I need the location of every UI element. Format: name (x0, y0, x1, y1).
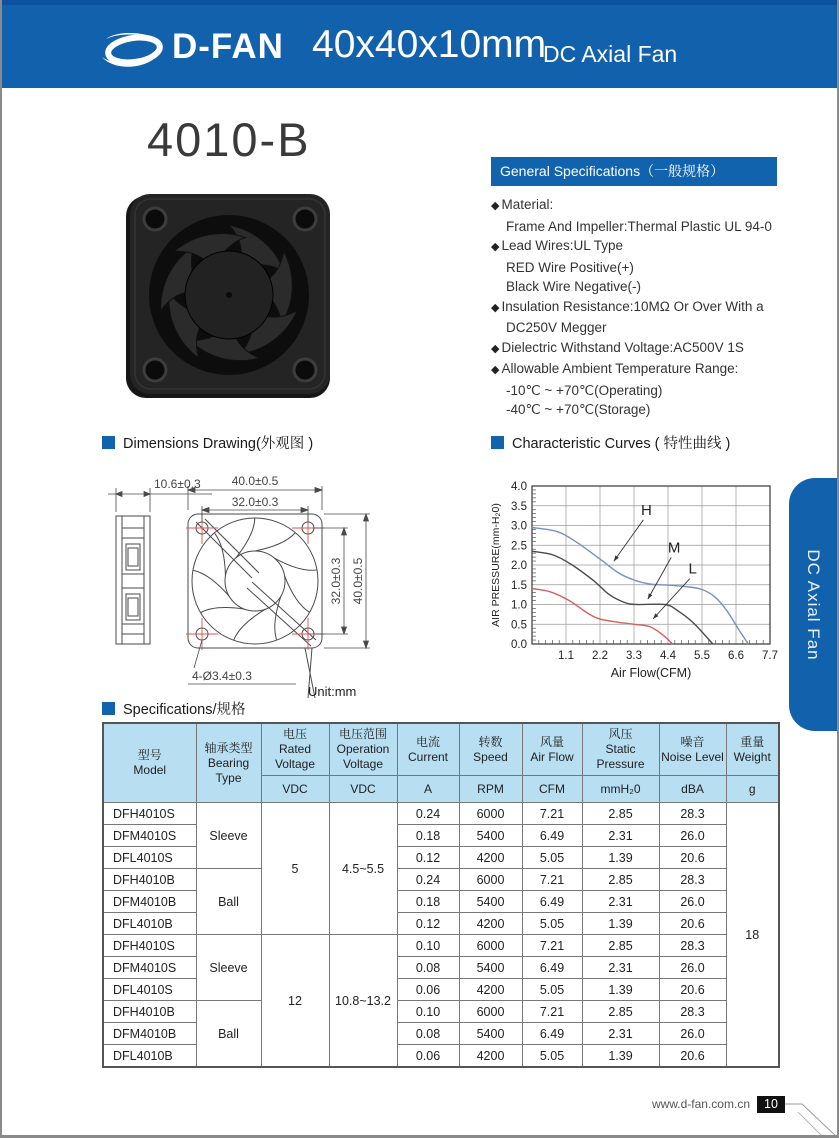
spec-line (491, 195, 781, 217)
section-dimensions (102, 432, 313, 453)
speed-cell: 5400 (459, 957, 522, 979)
noise-cell: 20.6 (659, 847, 726, 869)
spec-line-text: Material: (501, 197, 554, 212)
column-unit: RPM (459, 776, 522, 803)
noise-cell: 26.0 (659, 825, 726, 847)
product-size-title: 40x40x10mm (312, 23, 547, 66)
spec-line (491, 236, 781, 258)
diamond-bullet-icon: ◆ (491, 364, 500, 376)
side-tab-dc-axial-fan (789, 478, 837, 731)
airflow-cell: 6.49 (522, 891, 582, 913)
spec-line-text: -10℃ ~ +70℃(Operating) (506, 382, 663, 398)
noise-cell: 20.6 (659, 1045, 726, 1068)
column-unit: CFM (522, 776, 582, 803)
static-pressure-cell: 2.31 (582, 825, 659, 847)
spec-line-text: -40℃ ~ +70℃(Storage) (506, 402, 651, 417)
column-unit: VDC (261, 776, 329, 803)
spec-line (491, 258, 781, 278)
spec-line (491, 318, 781, 338)
noise-cell: 26.0 (659, 957, 726, 979)
characteristic-curves-chart (488, 474, 784, 690)
current-cell: 0.24 (397, 803, 459, 825)
section-bullet-icon (102, 436, 115, 449)
x-tick-label: 1.1 (558, 650, 574, 662)
section-title: Dimensions Drawing(外观图 ) (123, 436, 314, 452)
column-header: 型号 Model (103, 723, 196, 803)
noise-cell: 20.6 (659, 913, 726, 935)
y-tick-label: 3.5 (511, 500, 527, 513)
column-header: 转数 Speed (459, 723, 522, 776)
speed-cell: 4200 (459, 979, 522, 1001)
speed-cell: 4200 (459, 1045, 522, 1068)
general-specs-title: General Specifications（一般规格） (491, 157, 777, 186)
airflow-cell: 7.21 (522, 1001, 582, 1023)
section-curves (491, 432, 730, 453)
model-cell: DFH4010S (103, 803, 196, 825)
noise-cell: 26.0 (659, 891, 726, 913)
dim-holes: 4-Ø3.4±0.3 (192, 669, 252, 683)
diamond-bullet-icon: ◆ (491, 301, 500, 314)
y-axis-label: AIR PRESSURE(mm-H₂0) (490, 503, 502, 627)
x-tick-label: 6.6 (728, 650, 744, 662)
speed-cell: 5400 (459, 825, 522, 847)
speed-cell: 5400 (459, 1023, 522, 1045)
spec-line-text: RED Wire Positive(+) (506, 259, 634, 275)
current-cell: 0.06 (397, 979, 459, 1001)
y-tick-label: 3.0 (511, 520, 527, 533)
static-pressure-cell: 1.39 (582, 979, 659, 1001)
bearing-type-cell: Sleeve (196, 935, 261, 1001)
airflow-cell: 5.05 (522, 979, 582, 1001)
static-pressure-cell: 1.39 (582, 1045, 659, 1068)
dfan-logo-icon (96, 29, 170, 71)
x-axis-label: Air Flow(CFM) (610, 666, 692, 680)
diamond-bullet-icon: ◆ (491, 241, 500, 253)
spec-line-text: Insulation Resistance:10MΩ Or Over With a (501, 298, 764, 314)
general-specs-list (491, 195, 781, 420)
noise-cell: 28.3 (659, 803, 726, 825)
x-tick-label: 7.7 (762, 650, 778, 662)
static-pressure-cell: 2.85 (582, 1001, 659, 1023)
airflow-cell: 5.05 (522, 847, 582, 869)
diamond-bullet-icon: ◆ (491, 342, 500, 355)
table-row (103, 935, 779, 957)
rated-voltage-cell: 12 (261, 935, 329, 1068)
x-tick-label: 4.4 (660, 650, 676, 662)
noise-cell: 28.3 (659, 935, 726, 957)
section-title: Specifications/规格 (123, 702, 246, 718)
header-banner (0, 0, 839, 88)
spec-line (491, 217, 781, 237)
airflow-cell: 7.21 (522, 935, 582, 957)
column-header: 重量 Weight (726, 723, 779, 776)
column-unit: VDC (329, 776, 397, 803)
static-pressure-cell: 2.85 (582, 869, 659, 891)
column-unit: dBA (659, 776, 726, 803)
operation-voltage-cell: 10.8~13.2 (329, 935, 397, 1068)
section-title: Characteristic Curves ( 特性曲线 ) (512, 436, 731, 452)
speed-cell: 6000 (459, 1001, 522, 1023)
spec-line-text: Frame And Impeller:Thermal Plastic UL 94-0 (506, 218, 772, 234)
column-header: 电流 Current (397, 723, 459, 776)
static-pressure-cell: 1.39 (582, 913, 659, 935)
current-cell: 0.24 (397, 869, 459, 891)
current-cell: 0.10 (397, 1001, 459, 1023)
noise-cell: 28.3 (659, 869, 726, 891)
fan-photo (125, 192, 332, 399)
spec-line (491, 338, 781, 360)
model-cell: DFH4010S (103, 935, 196, 957)
unit-label: Unit:mm (308, 684, 357, 699)
static-pressure-cell: 2.85 (582, 803, 659, 825)
speed-cell: 4200 (459, 913, 522, 935)
side-tab-label: DC Axial Fan (804, 548, 823, 661)
column-unit: A (397, 776, 459, 803)
airflow-cell: 5.05 (522, 913, 582, 935)
series-label-H: H (640, 501, 652, 519)
column-header: 电压范围 Operation Voltage (329, 723, 397, 776)
dim-hole-pitch-w: 32.0±0.3 (231, 495, 279, 509)
current-cell: 0.12 (397, 913, 459, 935)
curve-L (532, 589, 673, 644)
table-row (103, 869, 779, 891)
dim-hole-pitch-h: 32.0±0.3 (329, 557, 343, 605)
column-header: 轴承类型 Bearing Type (196, 723, 261, 803)
brand-name: D-FAN (172, 27, 284, 66)
diamond-bullet-icon: ◆ (491, 200, 500, 212)
model-cell: DFM4010S (103, 957, 196, 979)
static-pressure-cell: 1.39 (582, 847, 659, 869)
noise-cell: 28.3 (659, 1001, 726, 1023)
bearing-type-cell: Sleeve (196, 803, 261, 869)
static-pressure-cell: 2.31 (582, 957, 659, 979)
spec-line-text: Black Wire Negative(-) (506, 279, 642, 294)
static-pressure-cell: 2.85 (582, 935, 659, 957)
model-cell: DFL4010B (103, 1045, 196, 1068)
spec-line-text: Dielectric Withstand Voltage:AC500V 1S (501, 339, 744, 355)
section-bullet-icon (491, 436, 504, 449)
bearing-type-cell: Ball (196, 1001, 261, 1068)
speed-cell: 4200 (459, 847, 522, 869)
column-header: 风量 Air Flow (522, 723, 582, 776)
model-cell: DFH4010B (103, 869, 196, 891)
y-tick-label: 0.0 (511, 639, 527, 651)
current-cell: 0.10 (397, 935, 459, 957)
model-cell: DFH4010B (103, 1001, 196, 1023)
speed-cell: 5400 (459, 891, 522, 913)
airflow-cell: 7.21 (522, 869, 582, 891)
corner-decoration (781, 1098, 839, 1138)
model-cell: DFL4010S (103, 847, 196, 869)
spec-line (491, 277, 781, 297)
current-cell: 0.18 (397, 891, 459, 913)
airflow-cell: 7.21 (522, 803, 582, 825)
column-header: 电压 Rated Voltage (261, 723, 329, 776)
speed-cell: 6000 (459, 935, 522, 957)
dim-thickness: 10.6±0.3 (154, 477, 201, 491)
column-header: 噪音 Noise Level (659, 723, 726, 776)
x-tick-label: 2.2 (592, 650, 608, 662)
series-label-L: L (688, 560, 697, 578)
model-cell: DFM4010B (103, 891, 196, 913)
spec-line-text: Allowable Ambient Temperature Range: (501, 361, 739, 376)
y-tick-label: 0.5 (511, 619, 527, 632)
x-tick-label: 5.5 (694, 650, 710, 662)
current-cell: 0.18 (397, 825, 459, 847)
y-tick-label: 2.5 (511, 540, 527, 553)
spec-line (491, 381, 781, 401)
model-cell: DFL4010S (103, 979, 196, 1001)
spec-line-text: Lead Wires:UL Type (501, 238, 624, 253)
speed-cell: 6000 (459, 803, 522, 825)
airflow-cell: 5.05 (522, 1045, 582, 1068)
dim-outer-height: 40.0±0.5 (351, 557, 365, 605)
current-cell: 0.06 (397, 1045, 459, 1068)
general-specifications (491, 157, 781, 420)
operation-voltage-cell: 4.5~5.5 (329, 803, 397, 935)
spec-line (491, 297, 781, 319)
speed-cell: 6000 (459, 869, 522, 891)
y-tick-label: 4.0 (511, 481, 527, 493)
model-cell: DFM4010B (103, 1023, 196, 1045)
column-unit: mmH₂0 (582, 776, 659, 803)
airflow-cell: 6.49 (522, 1023, 582, 1045)
current-cell: 0.08 (397, 1023, 459, 1045)
model-cell: DFL4010B (103, 913, 196, 935)
table-row (103, 1001, 779, 1023)
airflow-cell: 6.49 (522, 825, 582, 847)
table-row (103, 803, 779, 825)
dim-outer-width: 40.0±0.5 (231, 474, 279, 488)
x-tick-label: 3.3 (626, 650, 642, 662)
noise-cell: 26.0 (659, 1023, 726, 1045)
column-header: 风压 Static Pressure (582, 723, 659, 776)
model-title: 4010-B (147, 113, 311, 166)
spec-line (491, 400, 781, 420)
series-label-M: M (667, 539, 681, 557)
weight-cell: 18 (726, 803, 779, 1068)
airflow-cell: 6.49 (522, 957, 582, 979)
model-cell: DFM4010S (103, 825, 196, 847)
specifications-table (102, 722, 780, 1068)
page-number-badge: 10 (757, 1096, 785, 1113)
footer-website: www.d-fan.com.cn (651, 1097, 750, 1111)
bearing-type-cell: Ball (196, 869, 261, 935)
column-unit: g (726, 776, 779, 803)
current-cell: 0.12 (397, 847, 459, 869)
noise-cell: 20.6 (659, 979, 726, 1001)
spec-line-text: DC250V Megger (506, 320, 607, 335)
y-tick-label: 1.5 (511, 579, 527, 592)
static-pressure-cell: 2.31 (582, 1023, 659, 1045)
dimensions-drawing (102, 470, 470, 704)
rated-voltage-cell: 5 (261, 803, 329, 935)
spec-line (491, 359, 781, 381)
y-tick-label: 1.0 (511, 599, 527, 612)
current-cell: 0.08 (397, 957, 459, 979)
static-pressure-cell: 2.31 (582, 891, 659, 913)
banner-subtitle: DC Axial Fan (543, 41, 678, 67)
y-tick-label: 2.0 (511, 560, 527, 572)
